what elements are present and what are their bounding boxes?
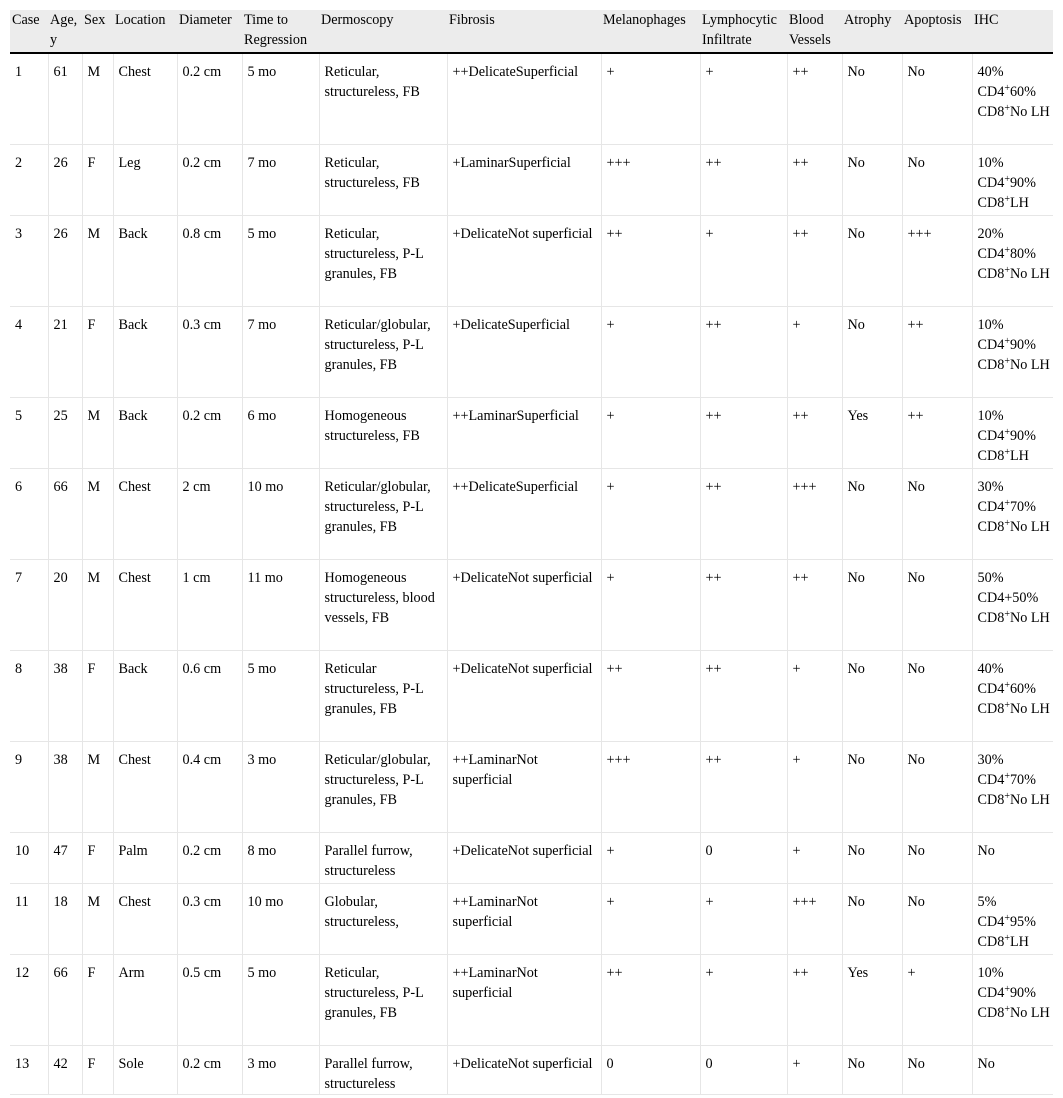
cell-sex: F <box>82 306 113 397</box>
cell-melanophages: + <box>601 468 700 559</box>
cell-sex: F <box>82 144 113 215</box>
cell-dermoscopy: Reticular/globular, structureless, P-L granules, FB <box>319 741 447 832</box>
table-row <box>10 53 1053 144</box>
cell-diameter: 0.2 cm <box>177 832 242 883</box>
cell-dermoscopy: Reticular/globular, structureless, P-L granules, FB <box>319 306 447 397</box>
cell-sex: F <box>82 1045 113 1094</box>
cell-ihc: 5% CD4+95% CD8+LH <box>972 883 1053 954</box>
cell-lymphocytic-infiltrate: ++ <box>700 468 787 559</box>
cell-lymphocytic-infiltrate: ++ <box>700 650 787 741</box>
table-row <box>10 1045 1053 1094</box>
cell-ihc: No <box>972 1045 1053 1094</box>
header-melanophages: Melanophages <box>601 10 700 53</box>
cell-ihc: 10% CD4+90% CD8+No LH <box>972 954 1053 1045</box>
cell-location: Arm <box>113 954 177 1045</box>
header-atrophy: Atrophy <box>842 10 902 53</box>
cell-fibrosis: ++LaminarNot superficial <box>447 954 601 1045</box>
cell-blood-vessels: + <box>787 832 842 883</box>
cell-time-to-regression: 3 mo <box>242 1045 319 1094</box>
cell-apoptosis: + <box>902 954 972 1045</box>
cell-atrophy: No <box>842 306 902 397</box>
cell-location: Sole <box>113 1045 177 1094</box>
cell-fibrosis: +DelicateNot superficial <box>447 832 601 883</box>
cell-apoptosis: +++ <box>902 215 972 306</box>
cell-age: 42 <box>48 1045 82 1094</box>
cell-sex: F <box>82 954 113 1045</box>
cell-lymphocytic-infiltrate: + <box>700 215 787 306</box>
cell-ihc: 20% CD4+80% CD8+No LH <box>972 215 1053 306</box>
cell-dermoscopy: Reticular, structureless, P-L granules, FB <box>319 215 447 306</box>
cell-time-to-regression: 5 mo <box>242 215 319 306</box>
cell-location: Chest <box>113 559 177 650</box>
header-location: Location <box>113 10 177 53</box>
cell-melanophages: + <box>601 883 700 954</box>
cell-lymphocytic-infiltrate: 0 <box>700 832 787 883</box>
cell-dermoscopy: Globular, structureless, <box>319 883 447 954</box>
cell-fibrosis: +LaminarSuperficial <box>447 144 601 215</box>
cell-sex: F <box>82 832 113 883</box>
cell-location: Chest <box>113 468 177 559</box>
cell-blood-vessels: +++ <box>787 883 842 954</box>
header-time-to-regression: Time to Regression <box>242 10 319 53</box>
cell-diameter: 0.2 cm <box>177 1045 242 1094</box>
cell-fibrosis: +DelicateSuperficial <box>447 306 601 397</box>
header-sex: Sex <box>82 10 113 53</box>
cell-age: 66 <box>48 954 82 1045</box>
cell-dermoscopy: Reticular, structureless, P-L granules, FB <box>319 954 447 1045</box>
cell-case: 8 <box>10 650 48 741</box>
cell-fibrosis: +DelicateNot superficial <box>447 650 601 741</box>
cell-case: 4 <box>10 306 48 397</box>
cell-fibrosis: ++LaminarNot superficial <box>447 741 601 832</box>
table-row <box>10 832 1053 883</box>
cell-atrophy: No <box>842 741 902 832</box>
cell-lymphocytic-infiltrate: ++ <box>700 559 787 650</box>
cell-age: 66 <box>48 468 82 559</box>
cell-apoptosis: No <box>902 144 972 215</box>
cell-dermoscopy: Homogeneous structureless, FB <box>319 397 447 468</box>
cell-melanophages: ++ <box>601 954 700 1045</box>
cell-apoptosis: No <box>902 53 972 144</box>
cell-atrophy: No <box>842 215 902 306</box>
cell-lymphocytic-infiltrate: + <box>700 53 787 144</box>
header-apoptosis: Apoptosis <box>902 10 972 53</box>
header-row <box>10 10 1053 53</box>
cell-age: 26 <box>48 215 82 306</box>
header-age: Age, y <box>48 10 82 53</box>
cell-atrophy: No <box>842 144 902 215</box>
cell-lymphocytic-infiltrate: ++ <box>700 397 787 468</box>
cell-sex: M <box>82 468 113 559</box>
table-row <box>10 397 1053 468</box>
cell-dermoscopy: Parallel furrow, structureless <box>319 1045 447 1094</box>
cell-blood-vessels: ++ <box>787 215 842 306</box>
cell-atrophy: No <box>842 1045 902 1094</box>
cell-melanophages: + <box>601 53 700 144</box>
cell-lymphocytic-infiltrate: + <box>700 954 787 1045</box>
cell-fibrosis: +DelicateNot superficial <box>447 1045 601 1094</box>
cell-dermoscopy: Parallel furrow, structureless <box>319 832 447 883</box>
cell-apoptosis: No <box>902 559 972 650</box>
cell-case: 6 <box>10 468 48 559</box>
cell-atrophy: No <box>842 650 902 741</box>
cell-case: 11 <box>10 883 48 954</box>
cell-blood-vessels: +++ <box>787 468 842 559</box>
cell-location: Back <box>113 215 177 306</box>
cell-time-to-regression: 6 mo <box>242 397 319 468</box>
cell-melanophages: + <box>601 397 700 468</box>
cell-location: Leg <box>113 144 177 215</box>
table-row <box>10 741 1053 832</box>
cell-diameter: 2 cm <box>177 468 242 559</box>
cell-age: 47 <box>48 832 82 883</box>
cell-lymphocytic-infiltrate: + <box>700 883 787 954</box>
cell-melanophages: 0 <box>601 1045 700 1094</box>
cell-fibrosis: ++LaminarNot superficial <box>447 883 601 954</box>
cell-case: 7 <box>10 559 48 650</box>
table-row <box>10 650 1053 741</box>
cell-age: 38 <box>48 741 82 832</box>
cell-lymphocytic-infiltrate: ++ <box>700 741 787 832</box>
cell-age: 38 <box>48 650 82 741</box>
cell-time-to-regression: 5 mo <box>242 53 319 144</box>
table-row <box>10 954 1053 1045</box>
cell-diameter: 0.8 cm <box>177 215 242 306</box>
cell-melanophages: + <box>601 832 700 883</box>
cell-diameter: 0.4 cm <box>177 741 242 832</box>
cell-melanophages: ++ <box>601 650 700 741</box>
cell-apoptosis: No <box>902 650 972 741</box>
cell-apoptosis: No <box>902 468 972 559</box>
cell-diameter: 0.2 cm <box>177 53 242 144</box>
cell-melanophages: + <box>601 306 700 397</box>
cell-dermoscopy: Reticular, structureless, FB <box>319 53 447 144</box>
cell-sex: M <box>82 215 113 306</box>
cell-case: 9 <box>10 741 48 832</box>
cell-time-to-regression: 5 mo <box>242 650 319 741</box>
cell-diameter: 0.3 cm <box>177 306 242 397</box>
cell-case: 1 <box>10 53 48 144</box>
cell-sex: M <box>82 741 113 832</box>
cell-blood-vessels: + <box>787 650 842 741</box>
cell-time-to-regression: 5 mo <box>242 954 319 1045</box>
cell-blood-vessels: ++ <box>787 53 842 144</box>
cell-diameter: 0.2 cm <box>177 397 242 468</box>
cell-sex: M <box>82 53 113 144</box>
cell-atrophy: No <box>842 53 902 144</box>
cell-fibrosis: ++DelicateSuperficial <box>447 53 601 144</box>
cell-ihc: 40% CD4+60% CD8+No LH <box>972 53 1053 144</box>
table-row <box>10 144 1053 215</box>
cell-ihc: 30% CD4+70% CD8+No LH <box>972 741 1053 832</box>
cell-ihc: No <box>972 832 1053 883</box>
cell-diameter: 0.3 cm <box>177 883 242 954</box>
cell-dermoscopy: Reticular, structureless, FB <box>319 144 447 215</box>
header-blood-vessels: Blood Vessels <box>787 10 842 53</box>
cell-fibrosis: +DelicateNot superficial <box>447 559 601 650</box>
cell-age: 21 <box>48 306 82 397</box>
cell-age: 25 <box>48 397 82 468</box>
cell-apoptosis: ++ <box>902 397 972 468</box>
cell-blood-vessels: ++ <box>787 559 842 650</box>
cell-ihc: 10% CD4+90% CD8+LH <box>972 144 1053 215</box>
cell-age: 18 <box>48 883 82 954</box>
cell-age: 20 <box>48 559 82 650</box>
cell-time-to-regression: 10 mo <box>242 468 319 559</box>
cell-apoptosis: No <box>902 1045 972 1094</box>
cell-ihc: 30% CD4+70% CD8+No LH <box>972 468 1053 559</box>
cell-lymphocytic-infiltrate: 0 <box>700 1045 787 1094</box>
cell-blood-vessels: ++ <box>787 397 842 468</box>
cell-fibrosis: +DelicateNot superficial <box>447 215 601 306</box>
cell-blood-vessels: + <box>787 306 842 397</box>
cell-atrophy: No <box>842 883 902 954</box>
cell-case: 13 <box>10 1045 48 1094</box>
data-table <box>10 10 1053 1095</box>
cell-ihc: 10% CD4+90% CD8+No LH <box>972 306 1053 397</box>
table-row <box>10 215 1053 306</box>
cell-location: Back <box>113 650 177 741</box>
cell-ihc: 50% CD4+50% CD8+No LH <box>972 559 1053 650</box>
header-dermoscopy: Dermoscopy <box>319 10 447 53</box>
cell-apoptosis: No <box>902 883 972 954</box>
cell-atrophy: No <box>842 468 902 559</box>
cell-location: Palm <box>113 832 177 883</box>
cell-lymphocytic-infiltrate: ++ <box>700 144 787 215</box>
cell-blood-vessels: ++ <box>787 954 842 1045</box>
table-row <box>10 306 1053 397</box>
cell-diameter: 0.2 cm <box>177 144 242 215</box>
cell-case: 12 <box>10 954 48 1045</box>
cell-case: 5 <box>10 397 48 468</box>
cell-melanophages: ++ <box>601 215 700 306</box>
cell-sex: M <box>82 397 113 468</box>
cell-age: 26 <box>48 144 82 215</box>
table-row <box>10 559 1053 650</box>
cell-sex: M <box>82 559 113 650</box>
cell-dermoscopy: Reticular/globular, structureless, P-L granules, FB <box>319 468 447 559</box>
cell-melanophages: + <box>601 559 700 650</box>
cell-apoptosis: ++ <box>902 306 972 397</box>
cell-location: Back <box>113 397 177 468</box>
cell-location: Chest <box>113 883 177 954</box>
cell-diameter: 0.6 cm <box>177 650 242 741</box>
cell-time-to-regression: 11 mo <box>242 559 319 650</box>
cell-location: Chest <box>113 53 177 144</box>
header-case: Case <box>10 10 48 53</box>
table-row <box>10 883 1053 954</box>
cell-location: Chest <box>113 741 177 832</box>
cell-ihc: 40% CD4+60% CD8+No LH <box>972 650 1053 741</box>
cell-diameter: 0.5 cm <box>177 954 242 1045</box>
cell-age: 61 <box>48 53 82 144</box>
cell-time-to-regression: 8 mo <box>242 832 319 883</box>
cell-sex: F <box>82 650 113 741</box>
cell-location: Back <box>113 306 177 397</box>
cell-fibrosis: ++LaminarSuperficial <box>447 397 601 468</box>
cell-time-to-regression: 10 mo <box>242 883 319 954</box>
cell-case: 2 <box>10 144 48 215</box>
cell-ihc: 10% CD4+90% CD8+LH <box>972 397 1053 468</box>
cell-melanophages: +++ <box>601 144 700 215</box>
cell-sex: M <box>82 883 113 954</box>
cell-dermoscopy: Homogeneous structureless, blood vessels, FB <box>319 559 447 650</box>
cell-blood-vessels: ++ <box>787 144 842 215</box>
cell-dermoscopy: Reticular structureless, P-L granules, FB <box>319 650 447 741</box>
cell-apoptosis: No <box>902 741 972 832</box>
table-row <box>10 468 1053 559</box>
header-fibrosis: Fibrosis <box>447 10 601 53</box>
cell-atrophy: Yes <box>842 397 902 468</box>
cell-apoptosis: No <box>902 832 972 883</box>
header-diameter: Diameter <box>177 10 242 53</box>
cell-blood-vessels: + <box>787 741 842 832</box>
cell-blood-vessels: + <box>787 1045 842 1094</box>
cell-atrophy: Yes <box>842 954 902 1045</box>
cell-case: 3 <box>10 215 48 306</box>
cell-case: 10 <box>10 832 48 883</box>
cell-atrophy: No <box>842 559 902 650</box>
cell-lymphocytic-infiltrate: ++ <box>700 306 787 397</box>
header-lymphocytic-infiltrate: Lymphocytic Infiltrate <box>700 10 787 53</box>
cell-atrophy: No <box>842 832 902 883</box>
cell-time-to-regression: 7 mo <box>242 144 319 215</box>
cell-time-to-regression: 7 mo <box>242 306 319 397</box>
cell-time-to-regression: 3 mo <box>242 741 319 832</box>
header-ihc: IHC <box>972 10 1053 53</box>
cell-melanophages: +++ <box>601 741 700 832</box>
cell-diameter: 1 cm <box>177 559 242 650</box>
cell-fibrosis: ++DelicateSuperficial <box>447 468 601 559</box>
